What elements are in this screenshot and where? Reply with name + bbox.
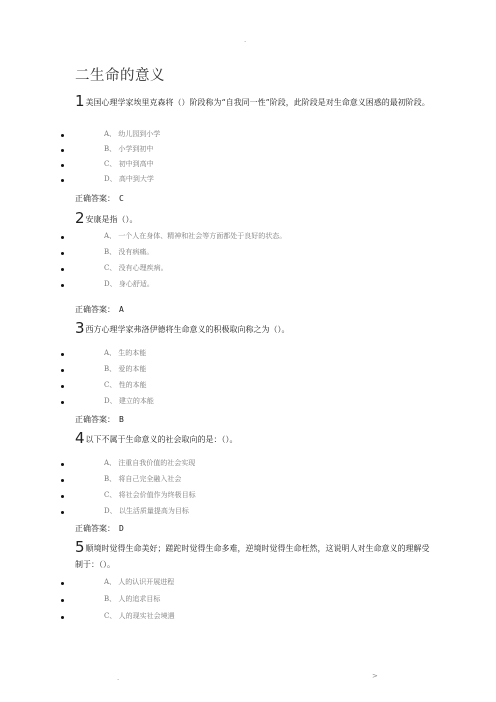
question-number: 2 [75,209,85,227]
option-item[interactable] [0,505,496,521]
option-item[interactable] [0,128,496,143]
bullet-icon [61,479,64,482]
option-item[interactable] [0,262,496,278]
answer-label: 正确答案： [75,194,115,203]
answer-value: A [119,305,124,314]
option-label: D、 高中到大学 [104,175,154,183]
bullet-icon [61,149,64,152]
option-label: D、 以生活质量提高为目标 [104,507,189,515]
options-list-1 [0,128,496,188]
option-item[interactable] [0,363,496,379]
bullet-icon [61,401,64,404]
bullet-icon [61,284,64,287]
question-text: 顺境时觉得生命美好；蹉跎时觉得生命多难，逆境时觉得生命枉然，这说明人对生命意义的理解受制于：（）。 [75,544,430,569]
question-2 [75,210,435,228]
question-text: 以下不属于生命意义的社会取向的是：（）。 [85,435,238,444]
bullet-icon [61,616,64,619]
option-label: A、 幼儿园到小学 [104,130,161,138]
bullet-icon [61,134,64,137]
option-label: A、 注重自我价值的社会实现 [104,459,196,467]
question-5 [75,539,435,573]
question-text: 西方心理学家弗洛伊德将生命意义的积极取向称之为（）。 [85,325,290,334]
bullet-icon [61,599,64,602]
option-label: B、 人的追求目标 [104,595,161,603]
option-item[interactable] [0,379,496,395]
option-label: B、 爱的本能 [104,365,147,373]
question-number: 4 [75,429,85,447]
option-label: A、 人的认识开展进程 [104,578,175,586]
bullet-icon [61,369,64,372]
option-item[interactable] [0,593,496,610]
question-1 [75,93,435,111]
answer-label: 正确答案： [75,524,115,533]
option-item[interactable] [0,395,496,411]
question-number: 1 [75,92,85,110]
option-label: C、 初中到高中 [104,160,154,168]
option-item[interactable] [0,158,496,173]
option-label: B、 小学到初中 [104,145,154,153]
question-text: 安康是指（）。 [85,215,138,224]
answer-value: B [119,415,124,424]
option-item[interactable] [0,246,496,262]
correct-answer-4 [75,523,124,534]
option-item[interactable] [0,576,496,593]
answer-value: C [119,194,124,203]
options-list-2 [0,230,496,294]
bullet-icon [61,353,64,356]
question-text: 美国心理学家埃里克森将（）阶段称为“自我同一性”阶段，此阶段是对生命意义困惑的最初阶段。 [85,98,430,107]
question-4 [75,430,435,448]
option-item[interactable] [0,473,496,489]
bullet-icon [61,252,64,255]
option-label: B、 没有病痛。 [104,248,154,256]
option-item[interactable] [0,278,496,294]
question-number: 5 [75,538,85,556]
option-item[interactable] [0,230,496,246]
bullet-icon [61,268,64,271]
question-3 [75,320,435,338]
bullet-icon [61,511,64,514]
question-number: 3 [75,319,85,337]
bullet-icon [61,385,64,388]
options-list-3 [0,347,496,411]
option-label: D、 身心舒适。 [104,280,154,288]
option-label: C、 将社会价值作为终极目标 [104,491,196,499]
option-label: B、 将自己完全融入社会 [104,475,182,483]
option-label: C、 性的本能 [104,381,147,389]
option-item[interactable] [0,173,496,188]
option-item[interactable] [0,610,496,627]
bullet-icon [61,495,64,498]
option-item[interactable] [0,143,496,158]
option-label: A、 生的本能 [104,349,147,357]
page-mark-bottom-right: > [372,672,378,680]
bullet-icon [61,582,64,585]
page-mark-top: . [244,36,247,44]
correct-answer-1 [75,193,124,204]
bullet-icon [61,179,64,182]
page-mark-bottom-left: . [117,674,120,682]
option-label: D、 建立的本能 [104,397,154,405]
bullet-icon [61,463,64,466]
answer-value: D [119,524,124,533]
section-title: 二生命的意义 [75,68,165,84]
bullet-icon [61,164,64,167]
option-item[interactable] [0,489,496,505]
correct-answer-3 [75,414,124,425]
option-item[interactable] [0,347,496,363]
option-label: A、 一个人在身体、精神和社会等方面都处于良好的状态。 [104,232,287,240]
option-label: C、 没有心理疾病。 [104,264,168,272]
option-item[interactable] [0,457,496,473]
answer-label: 正确答案： [75,415,115,424]
bullet-icon [61,236,64,239]
correct-answer-2 [75,304,124,315]
options-list-5 [0,576,496,627]
options-list-4 [0,457,496,521]
option-label: C、 人的现实社会境遇 [104,612,175,620]
answer-label: 正确答案： [75,305,115,314]
